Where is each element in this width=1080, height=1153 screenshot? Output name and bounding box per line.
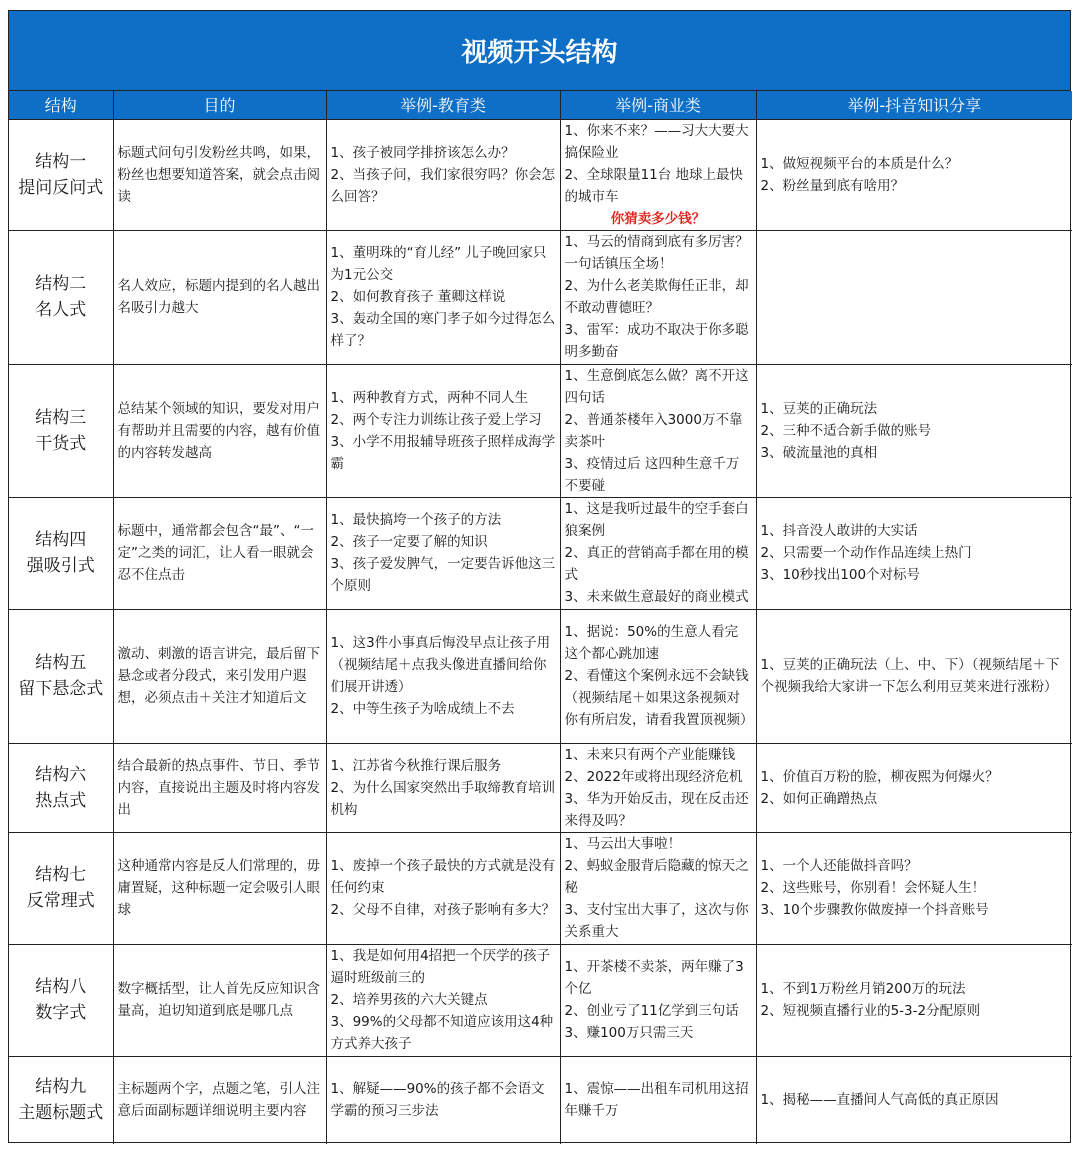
- structure-name-line: 留下悬念式: [18, 679, 104, 699]
- purpose-cell: 标题中，通常都会包含“最”、“一定”之类的词汇，让人看一眼就会忍不住点击: [113, 497, 326, 609]
- header-example-business: 举例-商业类: [560, 91, 756, 119]
- douyin-example-cell: [756, 230, 1072, 364]
- example-item: 2、为什么国家突然出手取缔教育培训机构: [330, 779, 556, 818]
- example-item: 3、小学不用报辅导班孩子照样成海学霸: [330, 433, 556, 472]
- structure-name-cell: [9, 1056, 113, 1144]
- example-item: 1、两种教育方式，两种不同人生: [330, 389, 529, 406]
- douyin-example-cell: [756, 119, 1072, 230]
- example-item: 2、培养男孩的六大关键点: [330, 992, 488, 1008]
- example-item: 3、10秒找出100个对标号: [760, 567, 921, 583]
- header-row: [9, 91, 1072, 119]
- example-item: 2、全球限量11台 地球上最快的城市车: [564, 166, 744, 205]
- example-item: 2、真正的营销高手都在用的模式: [564, 545, 749, 583]
- douyin-example-cell: [756, 832, 1072, 944]
- example-item: 2、看懂这个案例永远不会缺钱（视频结尾＋如果这条视频对你有所启发，请看我置顶视频）: [564, 668, 754, 728]
- douyin-example-cell: [756, 1056, 1072, 1144]
- example-item: 2、如何正确蹭热点: [760, 790, 878, 807]
- business-example-cell: [560, 364, 756, 497]
- table-row: [9, 832, 1072, 944]
- example-item: 2、为什么老美欺侮任正非，却不敢动曹德旺？: [564, 278, 749, 316]
- purpose-cell: 这种通常内容是反人们常理的，毋庸置疑，这种标题一定会吸引人眼球: [113, 832, 326, 944]
- example-item: 3、99%的父母都不知道应该用这4种方式养大孩子: [330, 1014, 554, 1052]
- example-item: 1、这是我听过最牛的空手套白狼案例: [564, 501, 749, 539]
- example-item: 2、中等生孩子为啥成绩上不去: [330, 701, 515, 717]
- business-example-cell: [560, 609, 756, 743]
- example-item: 1、揭秘——直播间人气高低的真正原因: [760, 1092, 999, 1109]
- structure-name-line: 强吸引式: [26, 556, 95, 576]
- example-item: 1、价值百万粉的脸，柳夜熙为何爆火？: [760, 768, 999, 785]
- table-row: [9, 944, 1072, 1056]
- purpose-cell: 激动、刺激的语言讲完，最后留下悬念或者分段式，来引发用户遐想，必须点击＋关注才知道后文: [113, 609, 326, 743]
- example-item: 1、震惊——出租车司机用这招年赚千万: [564, 1081, 749, 1120]
- structure-name-cell: [9, 364, 113, 497]
- table-row: [9, 609, 1072, 743]
- douyin-example-cell: [756, 609, 1072, 743]
- business-example-cell: [560, 230, 756, 364]
- business-example-cell: [560, 944, 756, 1056]
- example-item: 2、父母不自律，对孩子影响有多大？: [330, 902, 556, 918]
- example-item: 3、赚100万只需三天: [564, 1025, 694, 1041]
- example-item: 1、豆荚的正确玩法: [760, 400, 878, 417]
- table-row: [9, 497, 1072, 609]
- example-item: 3、孩子爱发脾气，一定要告诉他这三个原则: [330, 556, 556, 594]
- structure-name-line: 热点式: [35, 790, 87, 811]
- table-row: [9, 1056, 1072, 1144]
- education-example-cell: [326, 119, 560, 230]
- douyin-example-cell: [756, 364, 1072, 497]
- business-example-cell: [560, 743, 756, 832]
- education-example-cell: [326, 832, 560, 944]
- structure-name-line: 名人式: [35, 300, 87, 320]
- structure-name-line: 结构六: [35, 764, 87, 785]
- douyin-example-cell: [756, 743, 1072, 832]
- example-item: 1、你来不来？——习大大要大搞保险业: [564, 122, 749, 161]
- structure-table: [9, 91, 1072, 1144]
- table-row: [9, 119, 1072, 230]
- purpose-cell: 名人效应，标题内提到的名人越出名吸引力越大: [113, 230, 326, 364]
- example-item: 2、2022年或将出现经济危机: [564, 768, 743, 785]
- purpose-cell: 结合最新的热点事件、节日、季节内容，直接说出主题及时将内容发出: [113, 743, 326, 832]
- education-example-cell: [326, 364, 560, 497]
- structure-name-line: 结构三: [35, 407, 87, 428]
- example-item: 3、支付宝出大事了，这次与你关系重大: [564, 902, 749, 940]
- business-example-cell: [560, 119, 756, 230]
- education-example-cell: [326, 230, 560, 364]
- example-item: 2、这些账号，你别看！会怀疑人生！: [760, 880, 986, 896]
- structure-name-line: 结构九: [35, 1077, 87, 1098]
- example-item: 1、董明珠的“育儿经” 儿子晚回家只为1元公交: [330, 245, 547, 283]
- example-item: 1、解疑——90%的孩子都不会语文学霸的预习三步法: [330, 1081, 545, 1120]
- example-item: 1、这3件小事真后悔没早点让孩子用（视频结尾＋点我头像进直播间给你们展开讲透）: [330, 635, 551, 695]
- table-body: [9, 119, 1072, 1144]
- example-item: 3、雷军：成功不取决于你多聪明多勤奋: [564, 322, 749, 360]
- structure-name-line: 结构一: [35, 151, 87, 172]
- example-item: 2、如何教育孩子 董卿这样说: [330, 289, 506, 305]
- structure-name-line: 提问反问式: [18, 177, 104, 198]
- example-item: 2、两个专注力训练让孩子爱上学习: [330, 411, 542, 428]
- example-item: 3、破流量池的真相: [760, 444, 878, 461]
- example-item: 1、我是如何用4招把一个厌学的孩子逼时班级前三的: [330, 948, 551, 986]
- structure-name-cell: [9, 944, 113, 1056]
- table-row: [9, 743, 1072, 832]
- example-item: 1、据说：50%的生意人看完这个都心跳加速: [564, 624, 739, 662]
- purpose-cell: 数字概括型，让人首先反应知识含量高，迫切知道到底是哪几点: [113, 944, 326, 1056]
- header-example-education: 举例-教育类: [326, 91, 560, 119]
- table-row: [9, 364, 1072, 497]
- example-item: 2、当孩子问，我们家很穷吗？你会怎么回答？: [330, 166, 556, 205]
- example-item: 3、疫情过后 这四种生意千万不要碰: [564, 455, 740, 494]
- education-example-cell: [326, 944, 560, 1056]
- example-item: 2、三种不适合新手做的账号: [760, 422, 932, 439]
- structure-table-sheet: [8, 10, 1071, 1143]
- structure-name-cell: [9, 609, 113, 743]
- structure-name-cell: [9, 119, 113, 230]
- structure-name-line: 结构四: [35, 530, 87, 550]
- example-item: 1、废掉一个孩子最快的方式就是没有任何约束: [330, 858, 556, 896]
- structure-name-cell: [9, 832, 113, 944]
- header-example-douyin: 举例-抖音知识分享: [756, 91, 1072, 119]
- example-item: 2、创业亏了11亿学到三句话: [564, 1003, 739, 1019]
- example-item: 1、孩子被同学排挤该怎么办？: [330, 144, 515, 161]
- structure-name-line: 结构七: [35, 865, 87, 885]
- structure-name-cell: [9, 497, 113, 609]
- example-item: 3、华为开始反击，现在反击还来得及吗？: [564, 790, 749, 829]
- structure-name-cell: [9, 230, 113, 364]
- example-item: 1、一个人还能做抖音吗？: [760, 858, 918, 874]
- example-item: 1、开茶楼不卖茶，两年赚了3个亿: [564, 959, 744, 997]
- example-item: 1、马云出大事啦！: [564, 836, 682, 852]
- sheet-title: 视频开头结构: [9, 11, 1070, 91]
- douyin-example-cell: [756, 497, 1072, 609]
- structure-name-line: 主题标题式: [18, 1103, 104, 1124]
- example-item: 1、豆荚的正确玩法（上、中、下）（视频结尾＋下个视频我给大家讲一下怎么利用豆荚来进行涨粉）: [760, 657, 1060, 695]
- education-example-cell: [326, 609, 560, 743]
- purpose-cell: 总结某个领域的知识，要发对用户有帮助并且需要的内容，越有价值的内容转发越高: [113, 364, 326, 497]
- example-item: 3、轰动全国的寒门孝子如今过得怎么样了？: [330, 311, 556, 349]
- highlight-note: 你猜卖多少钱？: [610, 210, 706, 227]
- purpose-cell: 主标题两个字，点题之笔，引人注意后面副标题详细说明主要内容: [113, 1056, 326, 1144]
- example-item: 3、10个步骤教你做废掉一个抖音账号: [760, 902, 989, 918]
- example-item: 1、最快搞垮一个孩子的方法: [330, 512, 502, 528]
- business-example-cell: [560, 497, 756, 609]
- education-example-cell: [326, 497, 560, 609]
- education-example-cell: [326, 743, 560, 832]
- structure-name-line: 结构二: [35, 274, 87, 294]
- example-item: 1、生意倒底怎么做？离不开这四句话: [564, 367, 749, 406]
- header-purpose: 目的: [113, 91, 326, 119]
- douyin-example-cell: [756, 944, 1072, 1056]
- example-item: 2、只需要一个动作作品连续上热门: [760, 545, 972, 561]
- example-item: 1、未来只有两个产业能赚钱: [564, 746, 736, 763]
- structure-name-line: 结构八: [35, 977, 87, 997]
- example-item: 1、抖音没人敢讲的大实话: [760, 523, 918, 539]
- business-example-cell: [560, 1056, 756, 1144]
- structure-name-line: 结构五: [35, 653, 87, 673]
- example-item: 2、蚂蚁金服背后隐藏的惊天之秘: [564, 858, 749, 896]
- structure-name-line: 干货式: [35, 433, 87, 454]
- example-item: 3、未来做生意最好的商业模式: [564, 589, 749, 605]
- structure-name-line: 反常理式: [26, 891, 95, 911]
- structure-name-line: 数字式: [35, 1003, 87, 1023]
- example-item: 2、粉丝量到底有啥用？: [760, 177, 905, 194]
- example-item: 1、做短视频平台的本质是什么？: [760, 155, 959, 172]
- purpose-cell: 标题式问句引发粉丝共鸣，如果，粉丝也想要知道答案，就会点击阅读: [113, 119, 326, 230]
- example-item: 1、江苏省今秋推行课后服务: [330, 757, 502, 774]
- header-structure: 结构: [9, 91, 113, 119]
- business-example-cell: [560, 832, 756, 944]
- education-example-cell: [326, 1056, 560, 1144]
- table-row: [9, 230, 1072, 364]
- example-item: 1、马云的情商到底有多厉害？一句话镇压全场！: [564, 234, 749, 272]
- example-item: 2、短视频直播行业的5-3-2分配原则: [760, 1003, 981, 1019]
- example-item: 2、普通茶楼年入3000万不靠卖茶叶: [564, 411, 743, 450]
- example-item: 2、孩子一定要了解的知识: [330, 534, 488, 550]
- structure-name-cell: [9, 743, 113, 832]
- example-item: 1、不到1万粉丝月销200万的玩法: [760, 981, 966, 997]
